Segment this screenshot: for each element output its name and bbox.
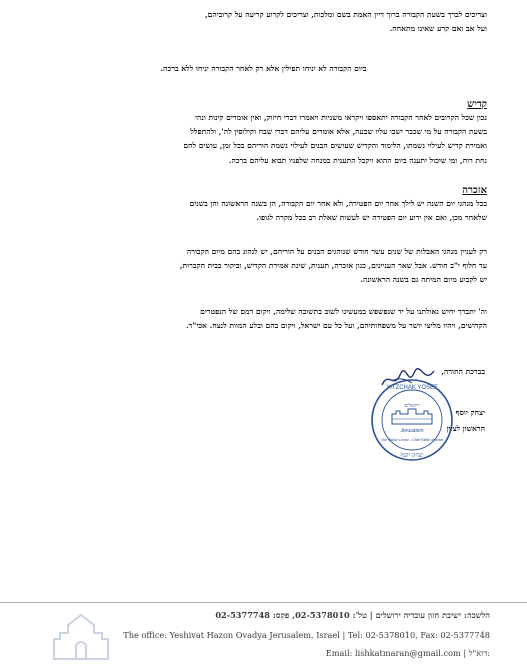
closing-line-2: הקדושים, ויהיו מליצי יושר על משפחותיהם, ועל כל עם ישראל, ויקום בהם ובלע המוות לנצח. אכי"ר. [186,321,487,331]
kaddish-line-2: בשעת הקבורה על מי שכבר ישבו עליו שבעה, אלא אומרים עליהם דברי שבח וקילוסין לה', ולהתפלל [190,127,487,137]
tefillin-note-text: ביום הקבורה לא יניחו תפילין אלא רק לאחר הקבורה יניחו ללא ברכה. [160,64,367,73]
mourning-line-1: רק לעניין מנהגי האבלות של שנים עשר חודש שנוהגים הבנים על הוריהם, יש לנהוג בהם מיום הקבורה [186,247,487,256]
signature-greeting: בברכת התורה, [441,367,485,376]
tefillin-note [40,62,487,76]
kaddish-heading: קדיש [467,99,487,110]
seal-center-hebrew: ירושלים [404,403,420,409]
signature-title: הראשון לציון [446,424,485,433]
seal-center-english: Jerusalem [400,428,424,434]
intro-paragraph [40,8,487,36]
footer-english-address: The office: Yeshivat Hazon Ovadya Jerusalem, Israel | Tel: 02-5378010, Fax: 02-5377748 [123,630,490,640]
closing-paragraph [40,305,487,333]
kaddish-line-1: נכון שכל הקרובים לאחר הקבורה יתאספו ויקראו משניות ויאמרו דברי חיזוק, ואין אומרים קינות ונהי [194,113,487,122]
azkara-heading: אזכרה [462,185,487,196]
azkara-paragraph [40,197,487,225]
seal-bottom-text: יצחק יוסף [400,452,424,459]
footer-email[interactable]: Email: lishkatmaran@gmail.com | דוא"ל: [325,648,490,658]
mourning-line-2: עד חלוף י"ב חודש. אבל שאר העניינים, כגון אזכרה, תענית, שינת אמירת הקדיש, וביקור בבית הקברות, [179,261,487,271]
intro-line-2: ועל אב ואם קרע שאינו מתאחה. [389,24,487,34]
azkara-line-2: שלאחר מכן, ואם אין ידוע יום הפטירה יש לעשות שאלת רב בכל מקרה לגופו. [256,213,487,223]
footer-hebrew-address: הלשכה: ישיבת חזון עובדיה ירושלים | טל': 02-5378010, פקס: 02-5377748 [215,610,490,620]
signature-name: יצחק יוסף [455,408,485,417]
mourning-line-3: יש לקבוע מיום המיתה גם בשנה הראשונה. [360,275,487,285]
kaddish-line-4: נחת רוח, ומי שיכול יתענה ביום ההוא ויקבל התענית במנחה שלפניו תבוא עליהם ברכה. [228,155,487,165]
signature-block [310,367,485,467]
seal-side-text: The Rishon Lezion - Chief Rabbi of Israel [380,438,444,442]
kaddish-paragraph [40,111,487,168]
closing-line-1: וה' יתברך יחיש גאולתנו על יד שנפשפש במעשינו לשוב בתשובה שלימה, ויקום דמם של הנפטרים [200,307,487,316]
seal-top-text: YITZCHAK YOSEF [386,385,438,391]
intro-line-1: וצריכים לברך בשעת הקבורה ברוך דיין האמת בשם ומלכות, וצריכים לקרוע קריעה על קרוביהם, [204,10,487,19]
mourning-paragraph [40,245,487,288]
kaddish-line-3: ואמירת קדיש לעילוי נשמתו, הלימוד והקדיש שעושים הבנים לעילוי נשמת הוריהם בכל זמן, עושים להם [183,141,487,151]
footer-divider [0,602,527,603]
azkara-line-1: בכל מנהגי יום השנה יש לילך אחר יום הפטירה, ולא אחר יום הקבורה, הן בשנה הראשונה והן בשנים [189,199,487,208]
